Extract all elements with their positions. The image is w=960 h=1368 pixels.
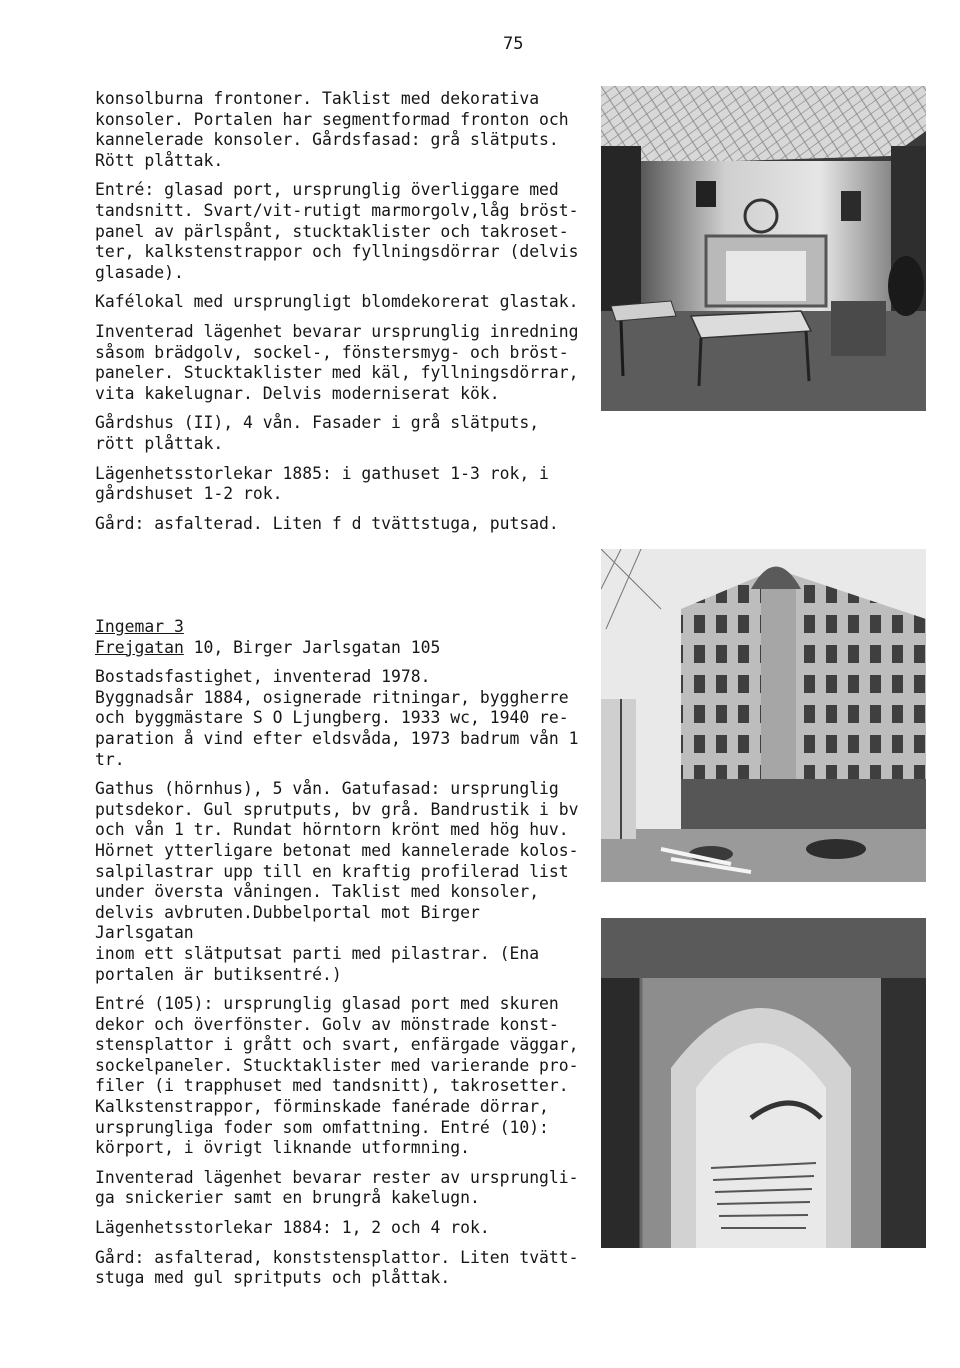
corner-building-photo xyxy=(601,549,926,882)
paragraph-courtyard-house: Gårdshus (II), 4 vån. Fasader i grå slätputs, rött plåttak. xyxy=(95,413,540,453)
paragraph-street-house: Gathus (hörnhus), 5 vån. Gatufasad: ursprunglig putsdekor. Gul sprutputs, bv grå. Bandrustik i bv och vån 1 tr. Rundat hörntorn krönt med hög huv. Hörnet ytterligare betonat med kannelerade kolos- salpilastrar upp till en kraftig profilerad list under översta våningen. Taklist med konsoler, delvis avbruten.Dubbelportal mot Birger Jarlsgatan inom ett slätputsat parti med pilastrar. (Ena portalen är butiksentré.) xyxy=(95,779,579,984)
property-street: Frejgatan xyxy=(95,637,184,657)
text-column-bottom xyxy=(95,617,587,1298)
paragraph-entrance: Entré: glasad port, ursprunglig överliggare med tandsnitt. Svart/vit-rutigt marmorgolv,låg bröst- panel av pärlspånt, stucktaklister och takroset- ter, kalkstenstrappor och fyllningsdörrar (delvis glasade). xyxy=(95,180,579,282)
property-name: Ingemar 3 xyxy=(95,617,184,636)
property-address: 10, Birger Jarlsgatan 105 xyxy=(183,637,441,657)
paragraph-courtyard: Gård: asfalterad. Liten f d tvättstuga, putsad. xyxy=(95,513,559,533)
paragraph-facade: konsolburna frontoner. Taklist med dekorativa konsoler. Portalen har segmentformad fronton och kannelerade konsoler. Gårdsfasad: grå slätputs. Rött plåttak. xyxy=(95,89,569,170)
paragraph-apartment-sizes: Lägenhetsstorlekar 1885: i gathuset 1-3 rok, i gårdshuset 1-2 rok. xyxy=(95,463,549,504)
property-heading-line1 xyxy=(95,617,587,638)
property-heading-line2 xyxy=(95,638,587,659)
paragraph-cafe: Kafélokal med ursprungligt blomdekorerat glastak. xyxy=(95,292,579,312)
paragraph-entrance-105: Entré (105): ursprunglig glasad port med skuren dekor och överfönster. Golv av mönstrade konst- stensplattor i grått och svart, enfärgade väggar, sockelpaneler. Stucktaklister med varierande pro- filer (i trapphuset med tandsnitt), takrosetter. Kalkstenstrappor, förminskade fanérade dörrar, ursprungliga foder som omfattning. Entré (10): körport, i övrigt liknande utformning. xyxy=(95,994,579,1158)
paragraph-apartment-sizes-1884: Lägenhetsstorlekar 1884: 1, 2 och 4 rok. xyxy=(95,1218,490,1238)
stairwell-photo xyxy=(601,918,926,1248)
paragraph-apartment: Inventerad lägenhet bevarar ursprunglig inredning såsom brädgolv, sockel-, fönstersmyg- och bröst- paneler. Stucktaklister med käl, fyllningsdörrar, vita kakelugnar. Delvis moderniserat kök. xyxy=(95,321,579,403)
text-column-top xyxy=(95,89,587,543)
cafe-interior-photo xyxy=(601,86,926,411)
paragraph-property-info: Bostadsfastighet, inventerad 1978. Byggnadsår 1884, osignerade ritningar, byggherre och byggmästare S O Ljungberg. 1933 wc, 1940 re- paration å vind efter eldsvåda, 1973 badrum vån 1 tr. xyxy=(95,667,579,769)
paragraph-courtyard-2: Gård: asfalterad, konststensplattor. Liten tvätt- stuga med gul spritputs och plåttak. xyxy=(95,1247,579,1288)
page-number: 75 xyxy=(503,34,524,54)
paragraph-apartment-remains: Inventerad lägenhet bevarar rester av ursprungli- ga snickerier samt en brungrå kakelugn. xyxy=(95,1167,579,1208)
